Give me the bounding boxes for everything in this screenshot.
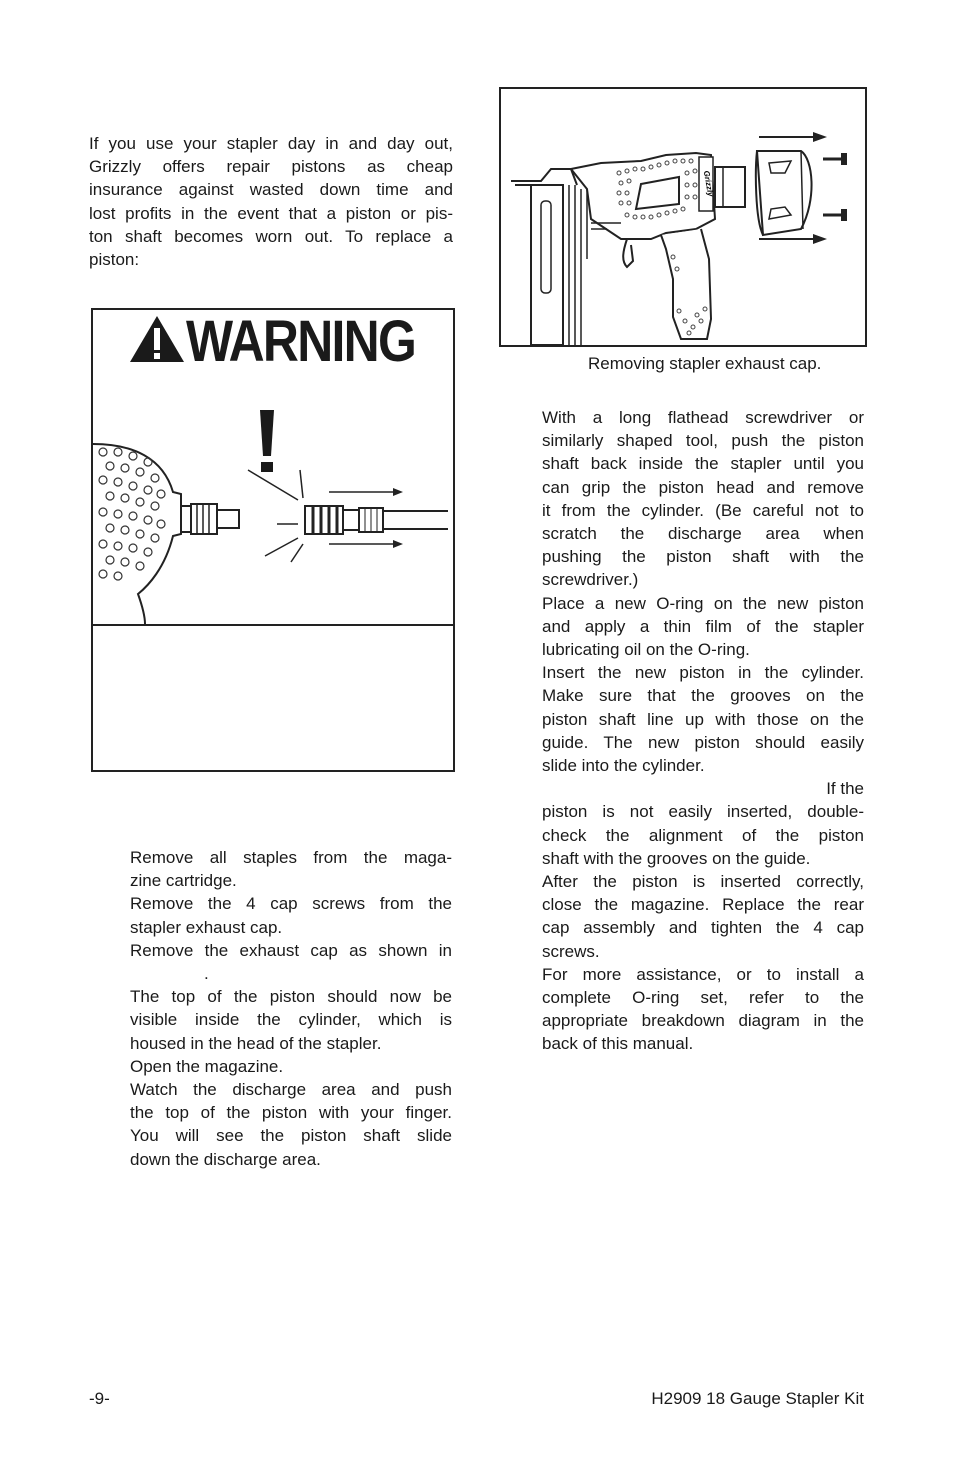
intro-line: insurance against wasted down time and [89, 180, 453, 200]
step-line: zine cartridge. [130, 871, 237, 891]
step-line: pushing the piston shaft with the [542, 547, 864, 567]
step-line: complete O-ring set, refer to the [542, 988, 864, 1008]
step-line: If the [826, 779, 864, 799]
list-item [542, 592, 864, 662]
intro-paragraph [89, 132, 453, 271]
step-line: Watch the discharge area and push [130, 1080, 452, 1100]
intro-line: ton shaft becomes worn out. To replace a [89, 226, 453, 246]
list-item [542, 406, 864, 592]
step-line: similarly shaped tool, push the piston [542, 431, 864, 451]
step-line: screwdriver.) [542, 570, 639, 590]
step-line: can grip the piston head and remove [542, 477, 864, 497]
page-number: -9- [89, 1389, 110, 1408]
step-line: For more assistance, or to install a [542, 964, 864, 984]
step-line: and apply a thin film of the stapler [542, 616, 864, 636]
list-item [130, 1078, 452, 1171]
step-line: You will see the piston shaft slide [130, 1126, 452, 1146]
stapler-exhaust-cap-illustration [501, 89, 865, 345]
list-item [130, 892, 452, 938]
step-line: With a long flathead screwdriver or [542, 408, 864, 427]
step-line: scratch the discharge area when [542, 524, 864, 544]
warning-divider [91, 624, 455, 626]
list-item [130, 1055, 452, 1078]
warning-title: WARNING [186, 309, 416, 374]
step-line: back of this manual. [542, 1034, 694, 1054]
list-item [130, 939, 452, 985]
list-item [542, 870, 864, 963]
step-line: shaft with the grooves on the guide. [542, 848, 811, 868]
brand-logo: Grizzly [701, 169, 716, 198]
intro-line: If you use your stapler day in and day out, [89, 134, 453, 153]
step-line: close the magazine. Replace the rear [542, 895, 864, 915]
step-line: cap assembly and tighten the 4 cap [542, 918, 864, 938]
list-item [130, 846, 452, 892]
left-steps [130, 846, 452, 1171]
step-line: After the piston is inserted correctly, [542, 872, 864, 892]
step-line: housed in the head of the stapler. [130, 1033, 382, 1053]
step-line: the top of the piston with your finger. [130, 1103, 452, 1123]
step-line: Make sure that the grooves on the [542, 686, 864, 706]
step-line: screws. [542, 941, 600, 961]
air-disconnect-illustration [93, 408, 453, 624]
step-line: Remove the 4 cap screws from the [130, 894, 452, 914]
footer-title: H2909 18 Gauge Stapler Kit [651, 1389, 864, 1408]
step-line: stapler exhaust cap. [130, 917, 283, 937]
step-line: shaft back inside the stapler until you [542, 454, 864, 474]
intro-line: lost profits in the event that a piston or pis- [89, 203, 453, 223]
list-item [542, 661, 864, 777]
step-line: . [204, 964, 209, 984]
step-line: check the alignment of the piston [542, 825, 864, 845]
step-line: down the discharge area. [130, 1149, 321, 1169]
right-steps [542, 406, 864, 1056]
warning-triangle-icon [128, 314, 186, 364]
step-line: piston is not easily inserted, double- [542, 802, 864, 822]
step-line: The top of the piston should now be [130, 987, 452, 1007]
list-item [130, 985, 452, 1055]
list-item [542, 963, 864, 1056]
step-line: Open the magazine. [130, 1056, 284, 1076]
step-line: appropriate breakdown diagram in the [542, 1011, 864, 1031]
step-line: slide into the cylinder. [542, 756, 705, 776]
step-line: Remove all staples from the maga- [130, 848, 452, 867]
step-line: it from the cylinder. (Be careful not to [542, 500, 864, 520]
step-line: Remove the exhaust cap as shown in [130, 940, 452, 960]
step-line: piston shaft line up with those on the [542, 709, 864, 729]
step-line: guide. The new piston should easily [542, 732, 864, 752]
step-line: lubricating oil on the O-ring. [542, 640, 750, 660]
intro-line: piston: [89, 250, 140, 270]
step-line: Insert the new piston in the cylinder. [542, 663, 864, 683]
list-item [542, 777, 864, 870]
step-line: visible inside the cylinder, which is [130, 1010, 452, 1030]
step-line: Place a new O-ring on the new piston [542, 593, 864, 613]
intro-line: Grizzly offers repair pistons as cheap [89, 157, 453, 177]
figure-caption: Removing stapler exhaust cap. [588, 354, 822, 373]
